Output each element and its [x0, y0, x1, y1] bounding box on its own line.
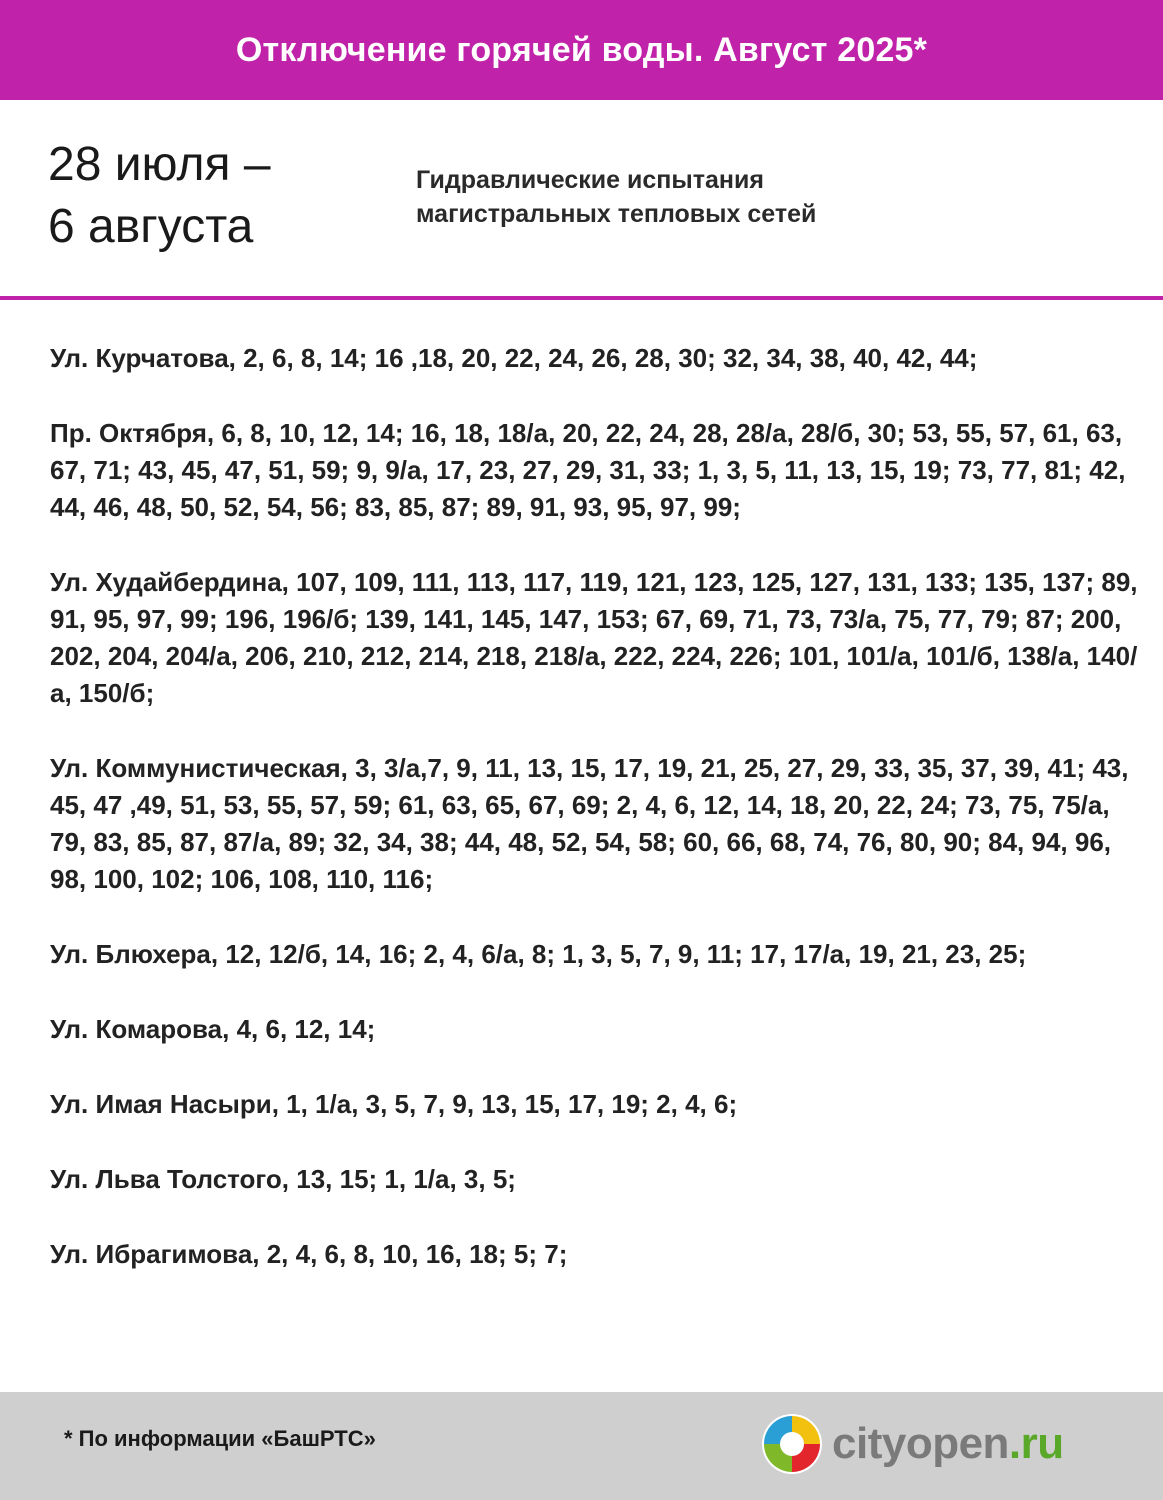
page-header	[0, 0, 1163, 100]
logo-suffix: .ru	[1008, 1419, 1064, 1468]
street-list	[50, 340, 1140, 1311]
street-entry: Ул. Комарова, 4, 6, 12, 14;	[50, 1014, 376, 1044]
street-entry: Ул. Ибрагимова, 2, 4, 6, 8, 10, 16, 18; 5; 7;	[50, 1239, 568, 1269]
outage-period	[48, 134, 271, 258]
header-divider	[0, 296, 1163, 300]
page-title: Отключение горячей воды. Август 2025*	[235, 30, 928, 69]
street-entry: Пр. Октября, 6, 8, 10, 12, 14; 16, 18, 18/а, 20, 22, 24, 28, 28/а, 28/б, 30; 53, 55, 57, 61, 63, 67, 71; 43, 45, 47, 51, 59; 9, 9/а, 17, 23, 27, 29, 31, 33; 1, 3, 5, 11, 13, 15, 19; 73, 77, 81; 42, 44, 46, 48, 50, 52, 54, 56; 83, 85, 87; 89, 91, 93, 95, 97, 99;	[50, 418, 1126, 522]
period-start: 28 июля –	[48, 138, 271, 191]
cityopen-logo[interactable]	[760, 1412, 1064, 1476]
cityopen-swirl-icon	[760, 1412, 824, 1476]
outage-reason	[416, 163, 816, 231]
reason-line-2: магистральных тепловых сетей	[416, 200, 817, 228]
logo-main: cityopen	[832, 1419, 1009, 1468]
street-entry: Ул. Худайбердина, 107, 109, 111, 113, 117, 119, 121, 123, 125, 127, 131, 133; 135, 137; 89, 91, 95, 97, 99; 196, 196/б; 139, 141, 145, 147, 153; 67, 69, 71, 73, 73/а, 75, 77, 79; 87; 200, 202, 204, 204/а, 206, 210, 212, 214, 218, 218/а, 222, 224, 226; 101, 101/а, 101/б, 138/а, 140/а, 150/б;	[50, 567, 1138, 708]
street-entry: Ул. Коммунистическая, 3, 3/а,7, 9, 11, 13, 15, 17, 19, 21, 25, 27, 29, 33, 35, 37, 39, 41; 43, 45, 47 ,49, 51, 53, 55, 57, 59; 61, 63, 65, 67, 69; 2, 4, 6, 12, 14, 18, 20, 22, 24; 73, 75, 75/а, 79, 83, 85, 87, 87/а, 89; 32, 34, 38; 44, 48, 52, 54, 58; 60, 66, 68, 74, 76, 80, 90; 84, 94, 96, 98, 100, 102; 106, 108, 110, 116;	[50, 753, 1129, 894]
period-end: 6 августа	[48, 200, 254, 253]
street-entry: Ул. Льва Толстого, 13, 15; 1, 1/а, 3, 5;	[50, 1164, 516, 1194]
street-entry: Ул. Блюхера, 12, 12/б, 14, 16; 2, 4, 6/а, 8; 1, 3, 5, 7, 9, 11; 17, 17/а, 19, 21, 23, 25;	[50, 939, 1027, 969]
street-entry: Ул. Курчатова, 2, 6, 8, 14; 16 ,18, 20, 22, 24, 26, 28, 30; 32, 34, 38, 40, 42, 44;	[50, 343, 978, 373]
source-note: * По информации «БашРТС»	[64, 1426, 376, 1451]
logo-text	[832, 1419, 1064, 1469]
street-entry: Ул. Имая Насыри, 1, 1/а, 3, 5, 7, 9, 13, 15, 17, 19; 2, 4, 6;	[50, 1089, 738, 1119]
reason-line-1: Гидравлические испытания	[416, 166, 764, 194]
page-footer	[0, 1392, 1163, 1500]
